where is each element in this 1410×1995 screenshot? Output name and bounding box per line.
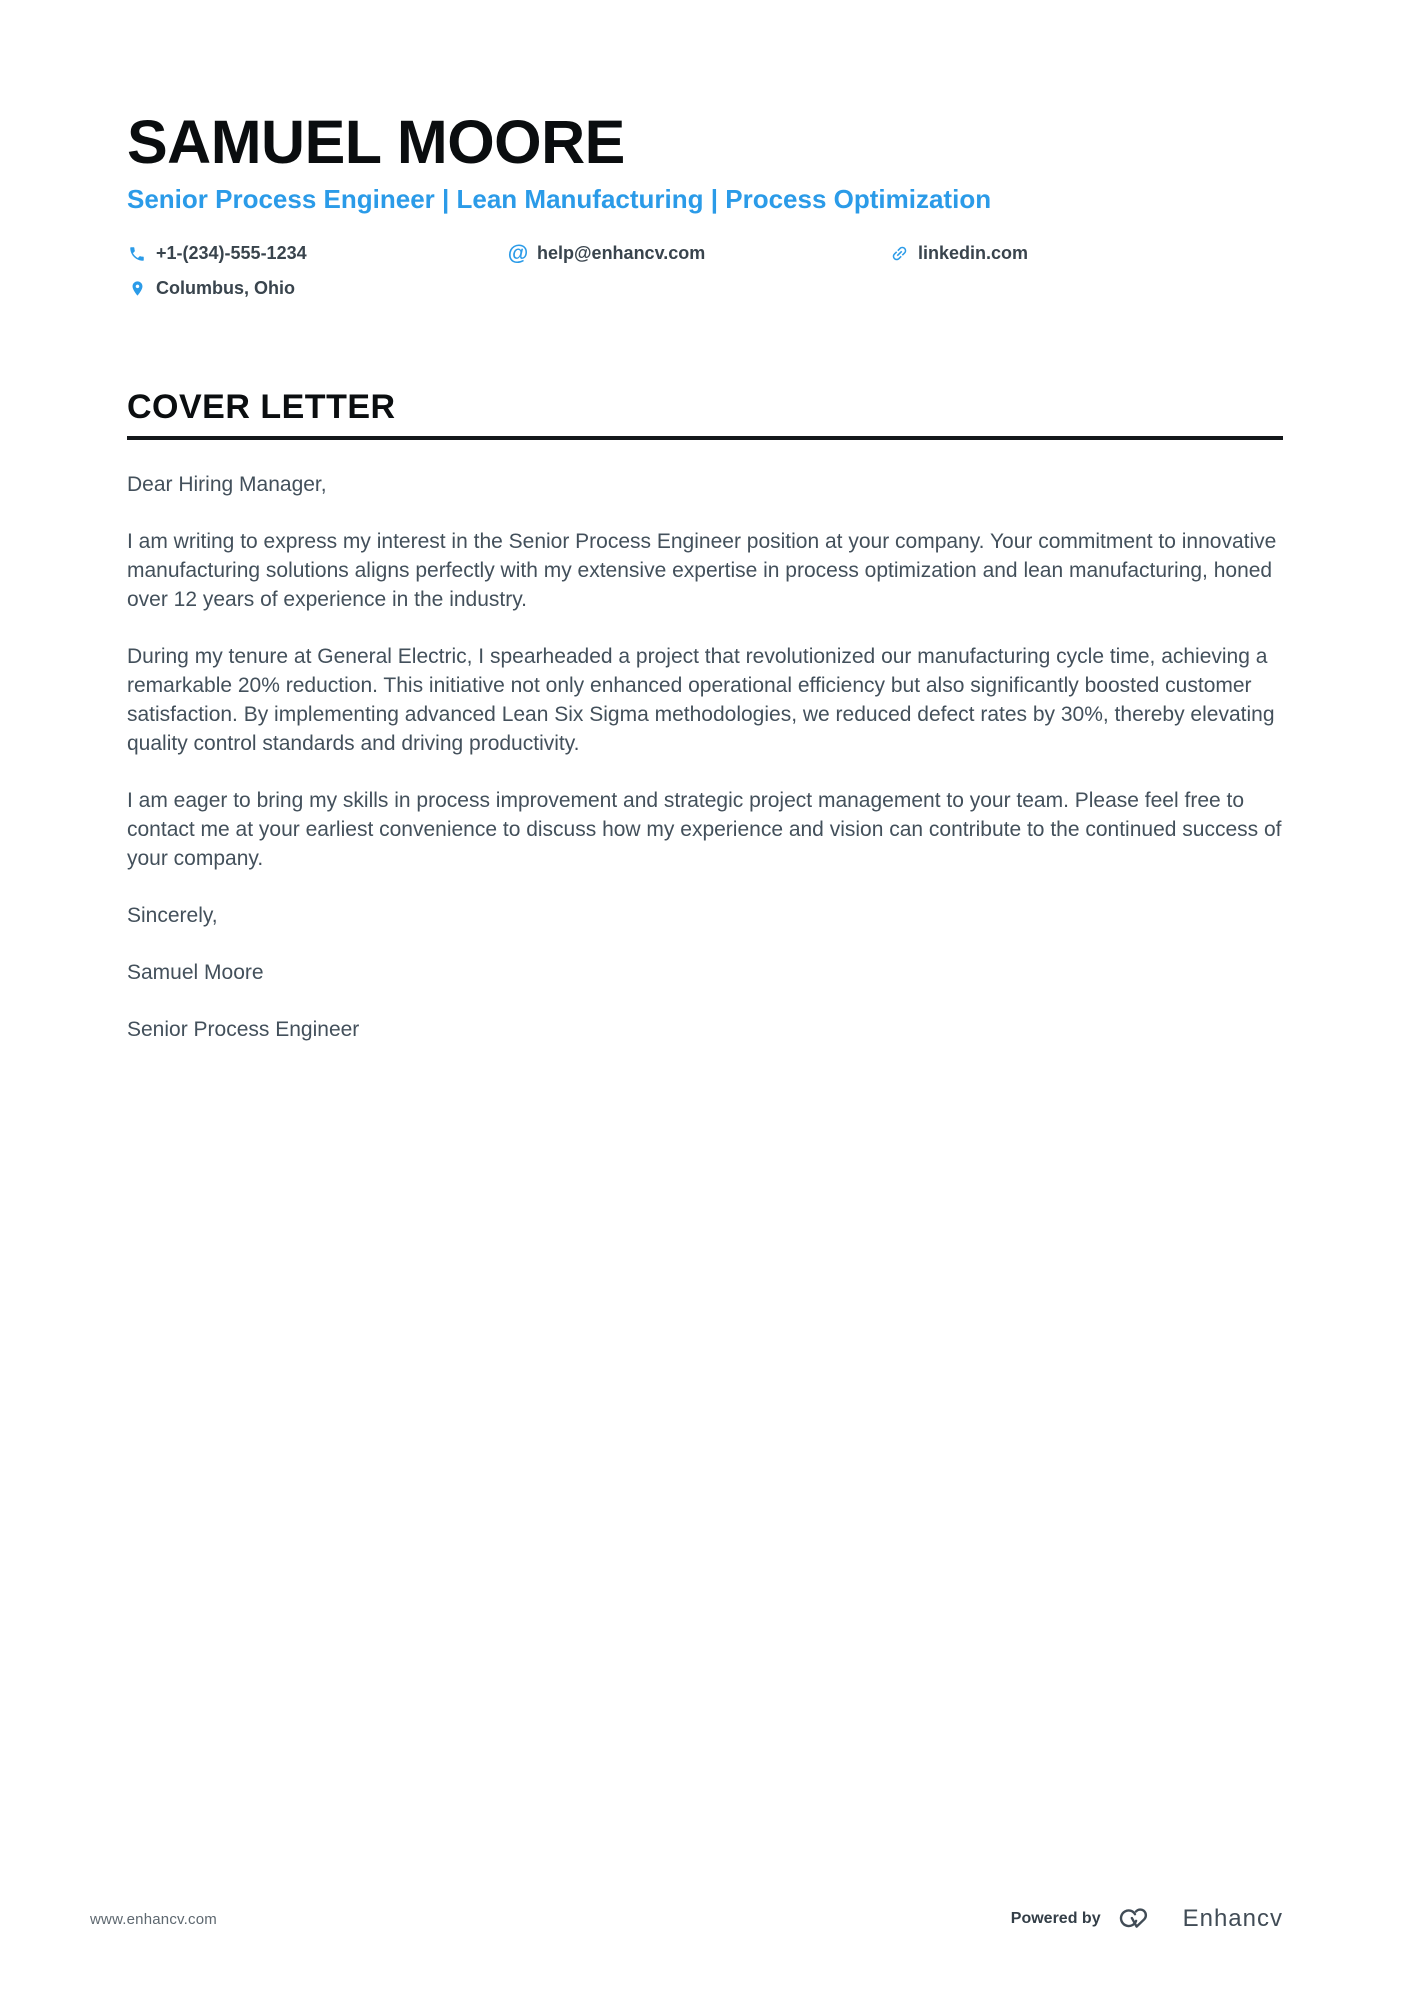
at-icon: @ <box>507 242 529 266</box>
page-footer <box>90 1905 1283 1933</box>
header <box>127 108 1283 304</box>
contact-email-text: help@enhancv.com <box>537 243 706 264</box>
letter-paragraph: I am eager to bring my skills in process improvement and strategic project management to your team. Please feel free to contact me at your earliest convenience to discuss how my experience and vision can contribute to the continued success of your company. <box>127 788 1282 870</box>
location-icon <box>127 279 147 299</box>
powered-by[interactable] <box>1011 1905 1283 1933</box>
contact-linkedin-text: linkedin.com <box>918 243 1029 264</box>
contact-location-text: Columbus, Ohio <box>156 278 295 299</box>
contact-phone-text: +1-(234)-555-1234 <box>156 243 307 264</box>
salutation: Dear Hiring Manager, <box>127 472 327 496</box>
contact-phone <box>127 239 508 269</box>
contact-linkedin[interactable] <box>889 239 1270 269</box>
person-job-title: Senior Process Engineer | Lean Manufacturing | Process Optimization <box>127 184 992 214</box>
person-name: SAMUEL MOORE <box>127 108 625 176</box>
website-link[interactable]: www.enhancv.com <box>90 1910 217 1928</box>
link-icon <box>889 244 909 264</box>
cover-letter-section-header <box>127 387 1283 440</box>
enhancv-logo-icon <box>1115 1906 1169 1932</box>
contact-location <box>127 274 508 304</box>
enhancv-wordmark: Enhancv <box>1182 1905 1283 1932</box>
letter-body <box>127 470 1283 1044</box>
powered-by-label: Powered by <box>1010 1910 1101 1927</box>
signature-name: Samuel Moore <box>127 960 264 984</box>
closing: Sincerely, <box>127 903 218 927</box>
letter-paragraph: During my tenure at General Electric, I spearheaded a project that revolutionized our manufacturing cycle time, achieving a remarkable 20% reduction. This initiative not only enhanced operational efficiency but also significantly boosted customer satisfaction. By implementing advanced Lean Six Sigma methodologies, we reduced defect rates by 30%, thereby elevating quality control standards and driving productivity. <box>127 644 1275 755</box>
letter-paragraph: I am writing to express my interest in the Senior Process Engineer position at your company. Your commitment to innovative manufacturing solutions aligns perfectly with my extensive expertise in process optimization and lean manufacturing, honed over 12 years of experience in the industry. <box>127 529 1277 611</box>
contact-email[interactable] <box>508 239 889 269</box>
section-title: COVER LETTER <box>127 387 396 426</box>
contact-list <box>127 239 1283 304</box>
signature-title: Senior Process Engineer <box>127 1017 360 1041</box>
phone-icon <box>127 244 147 264</box>
